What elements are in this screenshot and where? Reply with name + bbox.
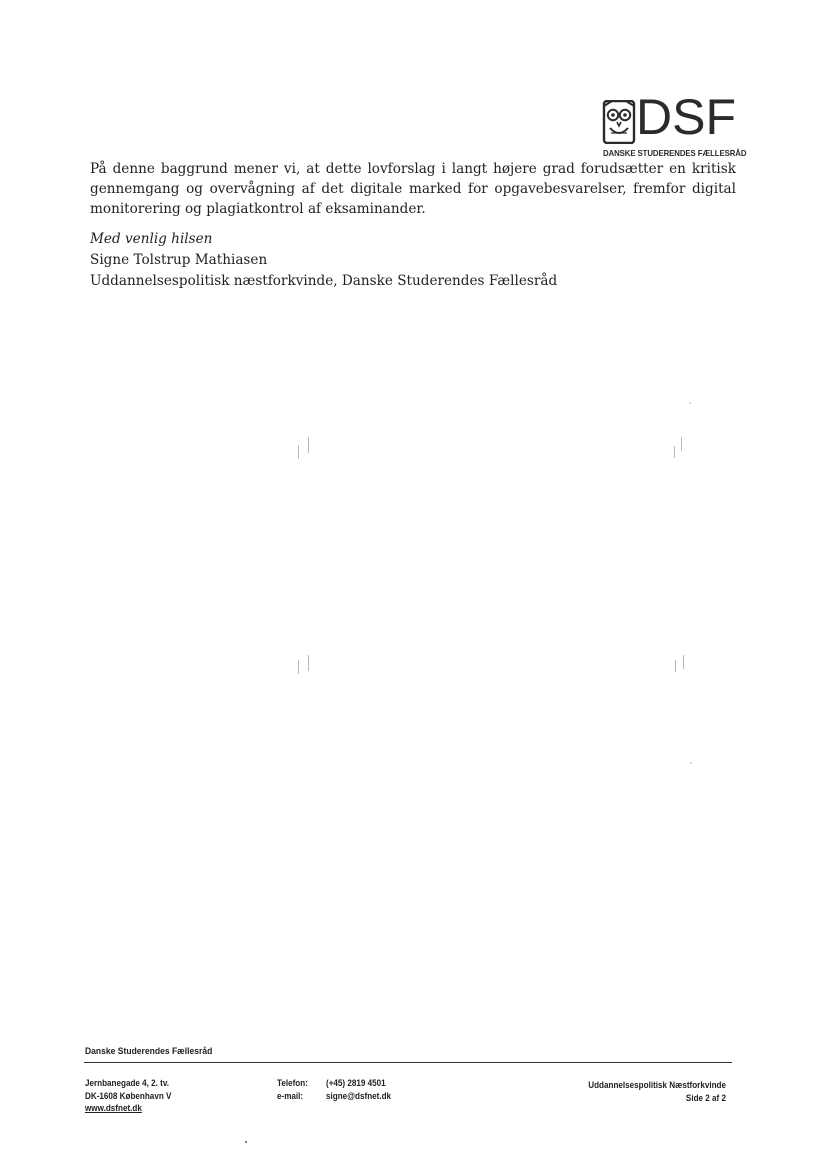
- logo-subtitle: DANSKE STUDERENDES FÆLLESRÅD: [603, 148, 747, 158]
- scan-mark: [308, 655, 309, 671]
- footer-address: [85, 1077, 171, 1115]
- scan-mark: [298, 445, 299, 459]
- logo-letters: DSF: [636, 89, 736, 145]
- signer-name: Signe Tolstrup Mathiasen: [90, 252, 268, 268]
- scan-mark: [674, 446, 675, 458]
- footer-contact-values: [326, 1077, 391, 1102]
- page-number: Side 2 af 2: [685, 1092, 726, 1103]
- phone-value: (+45) 2819 4501: [326, 1078, 386, 1088]
- scan-mark: [298, 660, 299, 674]
- scan-mark: [681, 437, 682, 451]
- dsf-logo: [602, 89, 747, 164]
- closing-greeting: Med venlig hilsen: [90, 231, 213, 247]
- scan-dot: [689, 402, 691, 404]
- address-line-2: DK-1608 København V: [85, 1090, 172, 1101]
- website-link[interactable]: www.dsfnet.dk: [85, 1103, 142, 1113]
- email-value[interactable]: signe@dsfnet.dk: [326, 1090, 392, 1101]
- position-title: Uddannelsespolitisk Næstforkvinde: [588, 1080, 726, 1090]
- scan-dot: [690, 762, 692, 764]
- footer-divider: [84, 1062, 732, 1063]
- footer-contact-labels: [277, 1077, 308, 1102]
- phone-label: Telefon:: [277, 1078, 308, 1088]
- footer-organization: Danske Studerendes Fællesråd: [85, 1046, 213, 1057]
- address-line-1: Jernbanegade 4, 2. tv.: [85, 1078, 170, 1088]
- scan-mark: [308, 437, 309, 453]
- scan-mark: [675, 660, 676, 672]
- body-paragraph: På denne baggrund mener vi, at dette lovforslag i langt højere grad forudsætter en kritisk gennemgang og overvågning af det digitale marked for opgavebesvarelser, fremfor digital monitorering og plagiatkontrol af eksaminander.: [90, 161, 736, 217]
- owl-icon: [602, 100, 636, 144]
- scan-dot: [245, 1141, 247, 1143]
- email-label: e-mail:: [277, 1090, 304, 1101]
- signature-block: [90, 229, 557, 292]
- signer-title: Uddannelsespolitisk næstforkvinde, Danske Studerendes Fællesråd: [90, 273, 558, 289]
- scan-mark: [683, 655, 684, 669]
- footer-position: [580, 1079, 726, 1104]
